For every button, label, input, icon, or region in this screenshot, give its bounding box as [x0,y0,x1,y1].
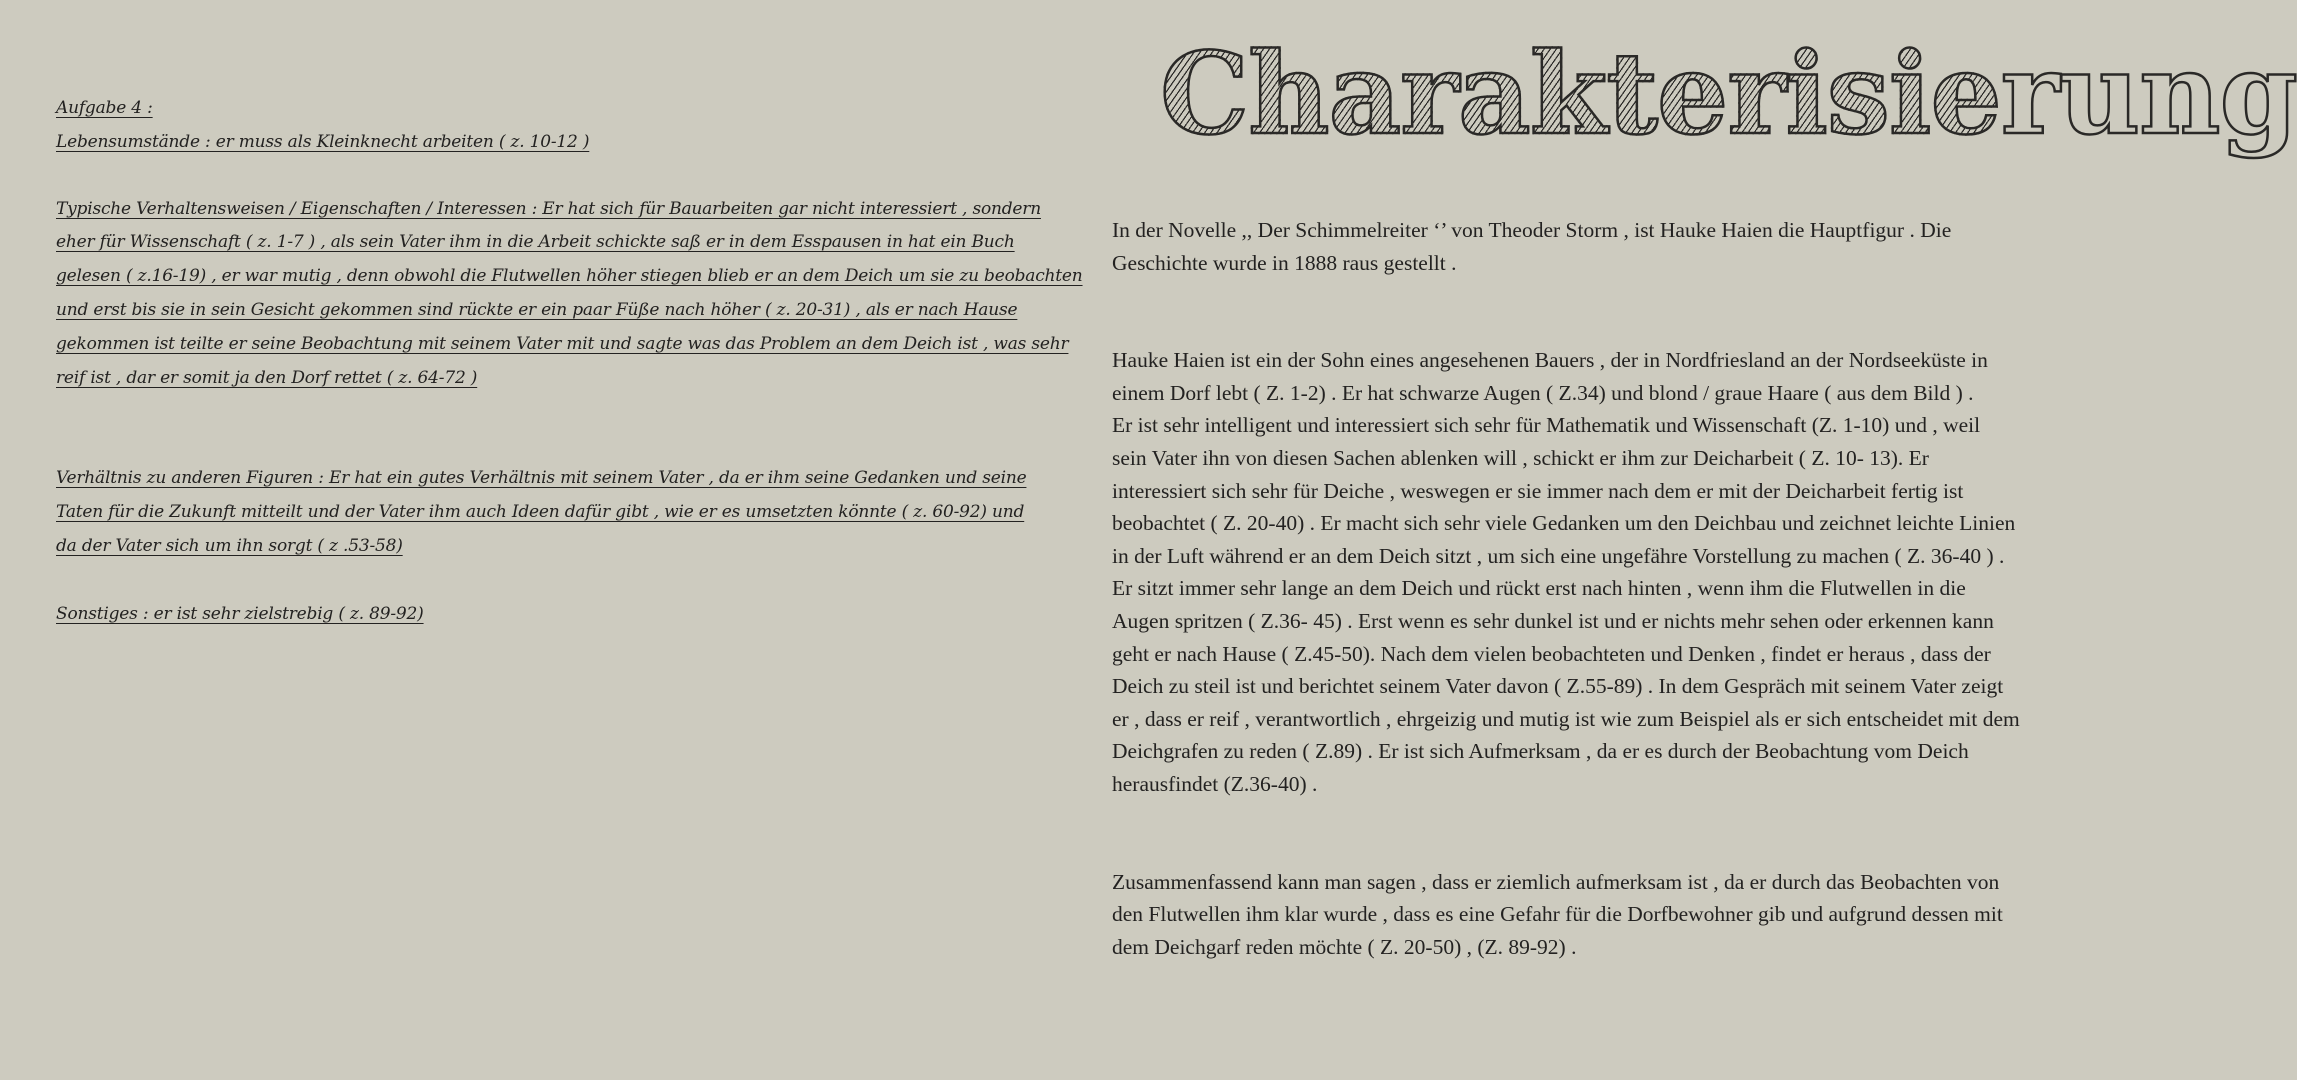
essay-line: einem Dorf lebt ( Z. 1-2) . Er hat schwarze Augen ( Z.34) und blond / graue Haare ( aus dem Bild ) . [1112,380,1974,405]
essay-line: herausfindet (Z.36-40) . [1112,771,1318,796]
essay-paragraph-intro [1112,214,2132,279]
essay-line: dem Deichgarf reden möchte ( Z. 20-50) , (Z. 89-92) . [1112,934,1577,959]
essay-line: er , dass er reif , verantwortlich , ehrgeizig und mutig ist wie zum Beispiel als er sich entscheidet mit dem [1112,706,2020,731]
essay-line: Deichgrafen zu reden ( Z.89) . Er ist sich Aufmerksam , da er es durch der Beobachtung vom Deich [1112,739,1969,764]
behavior-line: gekommen ist teilte er seine Beobachtung mit seinem Vater mit und sagte was das Problem an dem Deich ist , was sehr [56,333,1069,354]
essay-line: interessiert sich sehr für Deiche , weswegen er sie immer nach dem er mit der Deicharbeit fertig ist [1112,478,1964,503]
essay-line: sein Vater ihn von diesen Sachen ablenken will , schickt er ihm zur Deicharbeit ( Z. 10- 13). Er [1112,445,1929,470]
relation-line: Verhältnis zu anderen Figuren : Er hat ein gutes Verhältnis mit seinem Vater , da er ihm seine Gedanken und seine [56,468,1027,489]
essay-line: den Flutwellen ihm klar wurde , dass es eine Gefahr für die Dorfbewohner gib und aufgrund dessen mit [1112,902,2003,927]
essay-line: Deich zu steil ist und berichtet seinem Vater davon ( Z.55-89) . In dem Gespräch mit seinem Vater zeigt [1112,674,2004,699]
relation-section [56,462,1027,563]
relation-line: da der Vater sich um ihn sorgt ( z .53-58) [56,535,403,556]
essay-line: Zusammenfassend kann man sagen , dass er ziemlich aufmerksam ist , da er durch das Beobachten von [1112,869,2000,894]
essay-line: geht er nach Hause ( Z.45-50). Nach dem vielen beobachteten und Denken , findet er heraus , dass der [1112,641,1991,666]
behavior-line: eher für Wissenschaft ( z. 1-7 ) , als sein Vater ihm in die Arbeit schickte saß er in dem Esspausen in hat ein Buch [56,232,1015,253]
essay-line: Hauke Haien ist ein der Sohn eines angesehenen Bauers , der in Nordfriesland an der Nordseeküste in [1112,348,1988,373]
behavior-line: Typische Verhaltensweisen / Eigenschaften / Interessen : Er hat sich für Bauarbeiten gar nicht interessiert , sondern [56,198,1041,219]
essay-line: Er sitzt immer sehr lange an dem Deich und rückt erst nach hinten , wenn ihm die Flutwellen in die [1112,576,1966,601]
notes-column [56,92,1083,632]
task-heading: Aufgabe 4 : [56,98,153,118]
essay-line: In der Novelle ,, Der Schimmelreiter ‘’ von Theoder Storm , ist Hauke Haien die Hauptfigur . Die [1112,218,1952,242]
essay-column [1112,214,2132,963]
behavior-line: und erst bis sie in sein Gesicht gekommen sind rückte er ein paar Füße nach höher ( z. 20-31) , als er nach Hause [56,299,1018,320]
essay-line: beobachtet ( Z. 20-40) . Er macht sich sehr viele Gedanken um den Deichbau und zeichnet leichte Linien [1112,511,2016,536]
relation-line: Taten für die Zukunft mitteilt und der Vater ihm auch Ideen dafür gibt , wie er es umsetzten könnte ( z. 60-92) und [56,502,1025,523]
essay-line: Geschichte wurde in 1888 raus gestellt . [1112,250,1457,275]
living-conditions-line: Lebensumstände : er muss als Kleinknecht arbeiten ( z. 10-12 ) [56,131,590,152]
behavior-line: gelesen ( z.16-19) , er war mutig , denn obwohl die Flutwellen höher stiegen blieb er an dem Deich um sie zu beobachten [56,266,1083,287]
essay-line: Augen spritzen ( Z.36- 45) . Erst wenn es sehr dunkel ist und er nichts mehr sehen oder erkennen kann [1112,608,1994,633]
page-title: Charakterisierung [1160,29,2297,160]
essay-line: Er ist sehr intelligent und interessiert sich sehr für Mathematik und Wissenschaft (Z. 1-10) und , weil [1112,413,1981,438]
behavior-section [56,193,1083,396]
essay-line: in der Luft während er an dem Deich sitzt , um sich eine ungefähre Vorstellung zu machen ( Z. 36-40 ) . [1112,543,2005,568]
essay-paragraph-main [1112,344,2132,800]
behavior-line: reif ist , dar er somit ja den Dorf rettet ( z. 64-72 ) [56,367,478,388]
essay-paragraph-summary [1112,866,2132,964]
other-line: Sonstiges : er ist sehr zielstrebig ( z. 89-92) [56,603,424,624]
